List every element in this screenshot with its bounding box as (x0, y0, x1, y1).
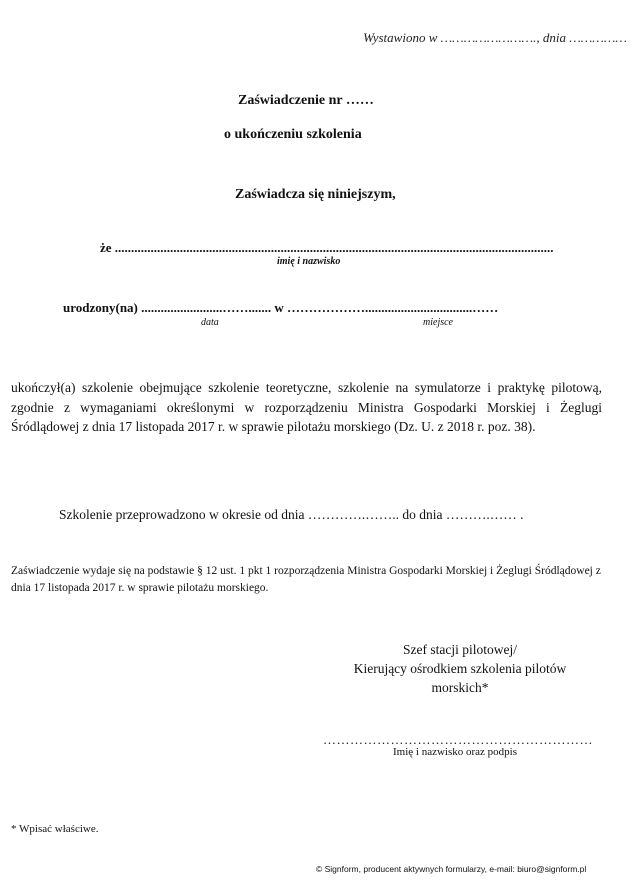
signatory-title-line1: Szef stacji pilotowej/ (403, 642, 517, 657)
footnote: * Wpisać właściwe. (11, 823, 99, 835)
name-field-line: że ....................................................................................................................................... (100, 240, 554, 255)
birth-field-line: urodzony(na) .........................……....... w ……………….................................…… (63, 300, 499, 315)
signatory-title-line3: morskich* (431, 680, 489, 695)
training-period-line: Szkolenie przeprowadzono w okresie od dnia ………….…….. do dnia ……….…… . (59, 507, 524, 522)
birth-date-caption: data (201, 317, 219, 328)
certifies-heading: Zaświadcza się niniejszym, (235, 187, 396, 202)
certificate-title: Zaświadczenie nr …… (238, 93, 374, 108)
name-field-caption: imię i nazwisko (277, 256, 341, 267)
footer-credit: © Signform, producent aktywnych formularzy, e-mail: biuro@signform.pl (316, 864, 587, 874)
signature-line: …………………………………………………… (323, 732, 593, 747)
signature-caption: Imię i nazwisko oraz podpis (393, 746, 518, 758)
training-completion-paragraph: ukończył(a) szkolenie obejmujące szkolenie teoretyczne, szkolenie na symulatorze i praktykę pilotową, zgodnie z wymaganiami określonymi w rozporządzeniu Ministra Gospodarki Morskiej i Żeglugi Śródlądowej z dnia 17 listopada 2017 r. w sprawie pilotażu morskiego (Dz. U. z 2018 r. poz. 38). (11, 380, 602, 434)
issued-place-date: Wystawiono w ……………………., dnia …………… (363, 30, 627, 45)
birth-place-caption: miejsce (423, 317, 453, 328)
legal-basis-paragraph: Zaświadczenie wydaje się na podstawie § 12 ust. 1 pkt 1 rozporządzenia Ministra Gospodarki Morskiej i Żeglugi Śródlądowej z dnia 17 listopada 2017 r. w sprawie pilotażu morskiego. (11, 565, 601, 594)
signatory-title-line2: Kierujący ośrodkiem szkolenia pilotów (353, 661, 567, 676)
signatory-title (330, 640, 590, 697)
certificate-subtitle: o ukończeniu szkolenia (224, 127, 362, 142)
